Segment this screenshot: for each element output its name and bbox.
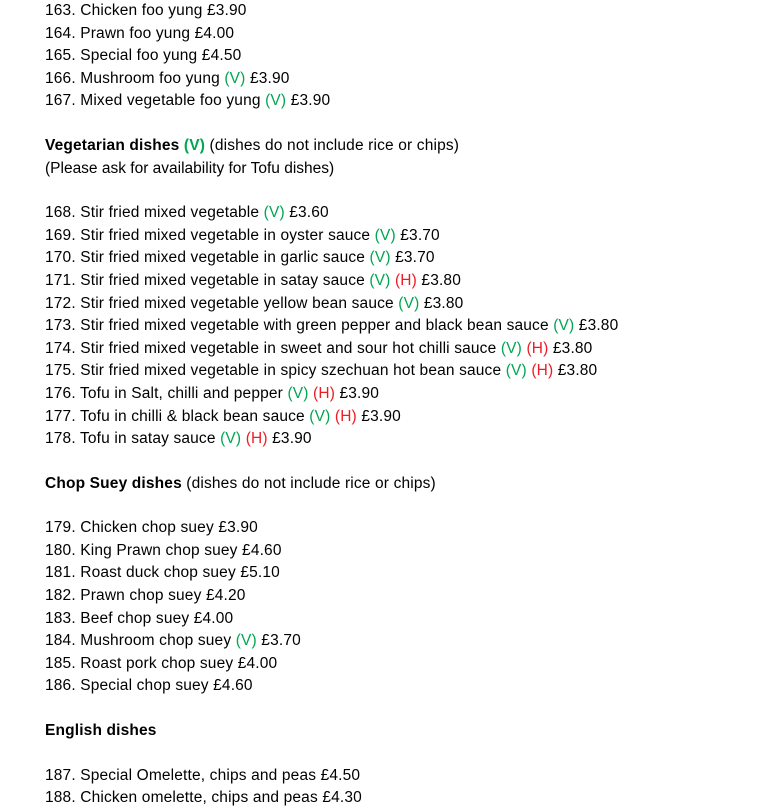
menu-item-name: Tofu in satay sauce [79, 430, 216, 448]
menu-item-name: Tofu in chilli & black bean sauce [79, 407, 305, 425]
menu-item-name: Stir fried mixed vegetable in oyster sauce [80, 226, 371, 244]
menu-item [45, 562, 745, 585]
vegetarian-tag: (V) [224, 69, 246, 87]
section-title: Vegetarian dishes [45, 136, 180, 154]
spacer [45, 113, 745, 135]
menu-item [45, 0, 745, 23]
menu-item-name: Stir fried mixed vegetable in spicy szechuan hot bean sauce [80, 362, 502, 380]
menu-item-number: 179. [45, 519, 81, 537]
vegetarian-tag: (V) [500, 339, 522, 357]
menu-item [45, 225, 745, 248]
menu-item-number: 175. [45, 362, 81, 380]
section-subtitle: (dishes do not include rice or chips) [205, 136, 460, 154]
menu-item-name: Stir fried mixed vegetable [80, 204, 260, 222]
vegetarian-tag: (V) [265, 92, 287, 110]
menu-item [45, 270, 745, 293]
menu-item-number: 173. [45, 317, 81, 335]
menu-item [45, 338, 745, 361]
menu-item-number: 168. [45, 204, 81, 222]
menu-item-name: Mixed vegetable foo yung [80, 92, 261, 110]
hot-tag: (H) [531, 362, 554, 380]
menu-item-number: 188. [45, 789, 81, 807]
vegetarian-tag: (V) [220, 430, 242, 448]
menu-item-number: 178. [45, 430, 80, 448]
menu-item-price: £3.60 [284, 204, 329, 222]
menu-item-name: King Prawn chop suey [80, 541, 238, 559]
menu-item-number: 165. [45, 47, 81, 65]
menu-content [45, 0, 745, 810]
menu-item-price: £3.80 [416, 271, 461, 289]
vegetarian-tag: (V) [309, 407, 331, 425]
menu-item-name: Roast pork chop suey [80, 654, 234, 672]
menu-item-name: Special Omelette, chips and peas [80, 766, 317, 784]
vegetarian-tag: (V) [369, 271, 391, 289]
spacer [45, 495, 745, 517]
menu-item-name: Prawn chop suey [80, 587, 202, 605]
menu-item-name: Prawn foo yung [80, 24, 191, 42]
menu-item [45, 765, 745, 788]
vegetarian-tag: (V) [398, 294, 420, 312]
vegetarian-tag: (V) [553, 317, 575, 335]
menu-item-price: £3.90 [213, 519, 258, 537]
menu-item-name: Special chop suey [80, 677, 209, 695]
menu-item-price: £4.20 [201, 587, 246, 605]
menu-item-number: 170. [45, 249, 81, 267]
menu-item-number: 163. [45, 2, 81, 19]
menu-item [45, 653, 745, 676]
menu-item-number: 187. [45, 766, 81, 784]
vegetarian-tag: (V) [505, 362, 527, 380]
menu-item-name: Mushroom foo yung [80, 69, 220, 87]
section-title: Chop Suey dishes [45, 474, 182, 492]
menu-item-price: £4.00 [233, 654, 278, 672]
hot-tag: (H) [334, 407, 357, 425]
menu-item-name: Stir fried mixed vegetable with green pepper and black bean sauce [80, 317, 549, 335]
menu-item-price: £3.90 [335, 384, 380, 402]
hot-tag: (H) [245, 430, 268, 448]
menu-item [45, 293, 745, 316]
menu-item-price: £3.90 [245, 69, 290, 87]
menu-item-name: Stir fried mixed vegetable in sweet and sour hot chilli sauce [80, 339, 497, 357]
menu-item-number: 164. [45, 24, 81, 42]
vegetarian-tag: (V) [263, 204, 285, 222]
menu-item [45, 68, 745, 91]
menu-item [45, 608, 745, 631]
menu-item-name: Beef chop suey [80, 609, 190, 627]
menu-item-name: Roast duck chop suey [80, 564, 236, 582]
spacer [45, 451, 745, 473]
menu-item-price: £3.80 [419, 294, 464, 312]
menu-item-price: £3.80 [553, 362, 598, 380]
menu-item [45, 675, 745, 698]
menu-item-name: Stir fried mixed vegetable in satay sauce [80, 271, 365, 289]
hot-tag: (H) [394, 271, 417, 289]
menu-item-number: 180. [45, 541, 81, 559]
menu-item-price: £4.30 [317, 789, 362, 807]
english-dishes-heading [45, 720, 745, 743]
menu-item-name: Chicken omelette, chips and peas [80, 789, 318, 807]
menu-item-price: £3.90 [202, 2, 247, 19]
menu-item [45, 45, 745, 68]
menu-item-number: 185. [45, 654, 81, 672]
menu-item-price: £3.80 [548, 339, 593, 357]
menu-item-name: Special foo yung [80, 47, 198, 65]
spacer [45, 698, 745, 720]
menu-item-number: 167. [45, 92, 81, 110]
menu-item-name: Tofu in Salt, chilli and pepper [79, 384, 283, 402]
menu-item-price: £3.70 [390, 249, 435, 267]
section-subtitle: (dishes do not include rice or chips) [181, 474, 436, 492]
menu-item [45, 360, 745, 383]
menu-item [45, 247, 745, 270]
menu-item-price: £4.60 [237, 541, 282, 559]
hot-tag: (H) [526, 339, 549, 357]
menu-item-name: Chicken chop suey [80, 519, 214, 537]
menu-item-price: £3.70 [256, 632, 301, 650]
menu-item-number: 181. [45, 564, 81, 582]
menu-item-price: £5.10 [235, 564, 280, 582]
menu-item-price: £3.90 [356, 407, 401, 425]
menu-item-name: Stir fried mixed vegetable in garlic sauce [80, 249, 366, 267]
menu-item-price: £4.50 [197, 47, 242, 65]
menu-item [45, 630, 745, 653]
section-note: (Please ask for availability for Tofu dishes) [45, 159, 335, 177]
menu-item-number: 169. [45, 226, 81, 244]
menu-item-number: 166. [45, 69, 81, 87]
spacer [45, 180, 745, 202]
menu-item-number: 177. [45, 407, 80, 425]
menu-item-price: £4.50 [316, 766, 361, 784]
menu-item-number: 176. [45, 384, 80, 402]
menu-item-price: £3.90 [267, 430, 312, 448]
vegetarian-tag: (V) [183, 136, 206, 154]
section-title: English dishes [45, 722, 157, 740]
menu-item-name: Mushroom chop suey [80, 632, 232, 650]
menu-item-price: £3.90 [286, 92, 331, 110]
menu-item-number: 171. [45, 271, 81, 289]
spacer [45, 743, 745, 765]
menu-item [45, 540, 745, 563]
menu-item [45, 787, 745, 810]
menu-item-number: 184. [45, 632, 81, 650]
menu-item [45, 90, 745, 113]
menu-item [45, 383, 745, 406]
vegetarian-dishes-heading [45, 135, 745, 158]
menu-item [45, 517, 745, 540]
menu-item-price: £4.60 [208, 677, 253, 695]
hot-tag: (H) [313, 384, 336, 402]
menu-item-price: £4.00 [190, 24, 235, 42]
menu-item [45, 23, 745, 46]
menu-item-number: 183. [45, 609, 81, 627]
menu-item [45, 315, 745, 338]
menu-item [45, 406, 745, 429]
menu-item-number: 172. [45, 294, 81, 312]
vegetarian-tag: (V) [369, 249, 391, 267]
chop-suey-dishes-heading [45, 473, 745, 496]
menu-item-name: Stir fried mixed vegetable yellow bean sauce [80, 294, 394, 312]
menu-item-number: 174. [45, 339, 81, 357]
menu-item-price: £3.70 [395, 226, 440, 244]
vegetarian-tag: (V) [287, 384, 309, 402]
menu-item-number: 182. [45, 587, 81, 605]
menu-item-price: £3.80 [574, 317, 619, 335]
menu-item-price: £4.00 [189, 609, 234, 627]
menu-item [45, 585, 745, 608]
menu-item-name: Chicken foo yung [80, 2, 203, 19]
menu-item [45, 428, 745, 451]
menu-item-number: 186. [45, 677, 81, 695]
vegetarian-tag: (V) [235, 632, 257, 650]
vegetarian-tag: (V) [374, 226, 396, 244]
menu-item [45, 202, 745, 225]
